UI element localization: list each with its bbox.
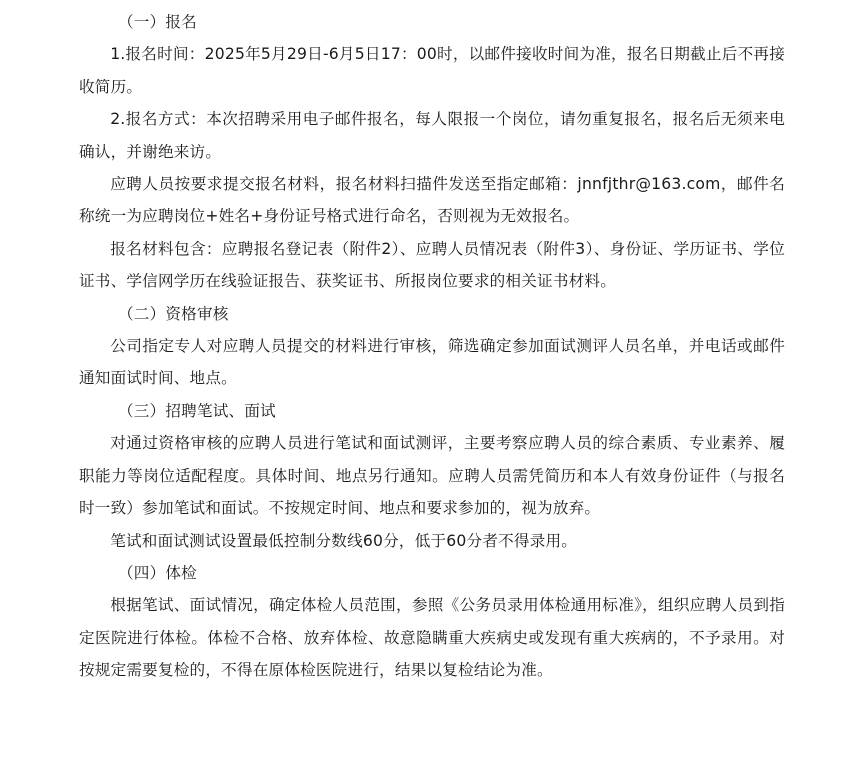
section-heading-registration: （一）报名 [118, 13, 197, 31]
paragraph-registration-time: 1.报名时间：2025年5月29日-6月5日17：00时，以邮件接收时间为准，报名日期截止后不再接收简历。 [79, 45, 785, 96]
paragraph-exam-interview: 对通过资格审核的应聘人员进行笔试和面试测评，主要考察应聘人员的综合素质、专业素养、履职能力等岗位适配程度。具体时间、地点另行通知。应聘人员需凭简历和本人有效身份证件（与报名时一致）参加笔试和面试。不按规定时间、地点和要求参加的，视为放弃。 [79, 434, 785, 518]
document-body [79, 6, 785, 687]
paragraph-required-materials: 报名材料包含：应聘报名登记表（附件2）、应聘人员情况表（附件3）、身份证、学历证书、学位证书、学信网学历在线验证报告、获奖证书、所报岗位要求的相关证书材料。 [79, 239, 785, 291]
paragraph-submission-email: 应聘人员按要求提交报名材料，报名材料扫描件发送至指定邮箱：jnnfjthr@163.com，邮件名称统一为应聘岗位+姓名+身份证号格式进行命名，否则视为无效报名。 [79, 175, 785, 226]
paragraph-qualification-review: 公司指定专人对应聘人员提交的材料进行审核，筛选确定参加面试测评人员名单，并电话或邮件通知面试时间、地点。 [79, 337, 785, 388]
paragraph-medical-exam: 根据笔试、面试情况，确定体检人员范围，参照《公务员录用体检通用标准》，组织应聘人员到指定医院进行体检。体检不合格、放弃体检、故意隐瞒重大疾病史或发现有重大疾病的，不予录用。对按规定需要复检的，不得在原体检医院进行，结果以复检结论为准。 [79, 596, 785, 680]
section-heading-medical-exam: （四）体检 [118, 563, 197, 582]
section-heading-exam-interview: （三）招聘笔试、面试 [118, 401, 276, 420]
paragraph-minimum-score: 笔试和面试测试设置最低控制分数线60分，低于60分者不得录用。 [110, 531, 578, 550]
paragraph-registration-method: 2.报名方式：本次招聘采用电子邮件报名，每人限报一个岗位，请勿重复报名，报名后无须来电确认，并谢绝来访。 [79, 110, 785, 161]
section-heading-qualification-review: （二）资格审核 [118, 304, 229, 323]
